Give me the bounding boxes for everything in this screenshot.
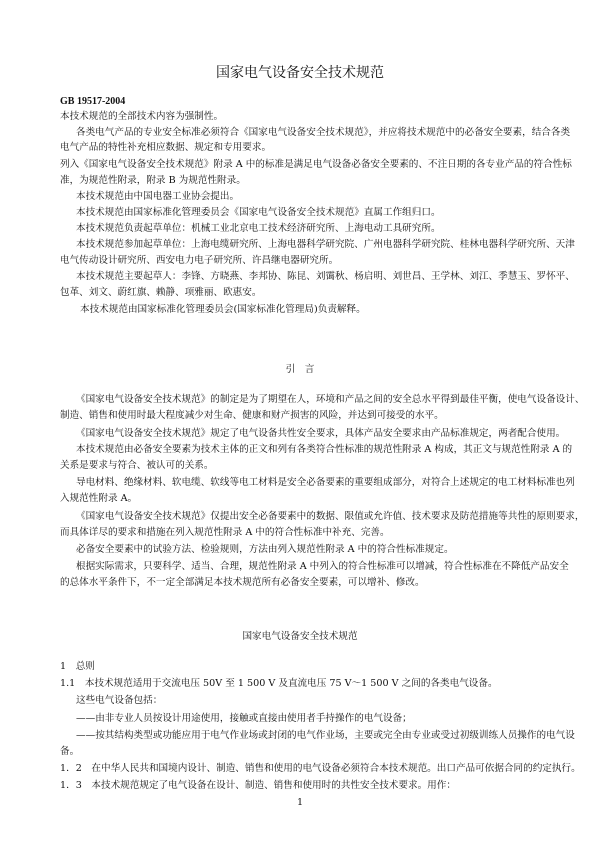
front-line-7: 本技术规范由国家标准化管理委员会《国家电气设备安全技术规范》直属工作组归口。 xyxy=(76,207,441,218)
intro-heading: 引 言 xyxy=(285,364,315,375)
intro-line-2: 制造、销售和使用时最大程度减少对生命、健康和财产损害的风险，并达到可接受的水平。 xyxy=(60,410,444,421)
front-line-12: 包革、刘文、蔚红旗、赖静、项雅丽、欧惠安。 xyxy=(60,287,262,298)
front-line-2: 各类电气产品的专业安全标准必须符合《国家电气设备安全技术规范》，并应将技术规范中的必备安全要素，结合各类 xyxy=(76,127,571,138)
intro-line-7: 入规范性附录 A。 xyxy=(60,493,138,504)
intro-line-11: 根据实际需求，只要科学、适当、合理，规范性附录 A 中列入的符合性标准可以增减，符合性标准在不降低产品安全 xyxy=(76,561,569,572)
document-title: 国家电气设备安全技术规范 xyxy=(216,65,384,81)
body-line-3: ——按其结构类型或功能应用于电气作业场或封闭的电气作业场，主要或完全由专业或受过初级训练人员操作的电气设 xyxy=(76,730,575,741)
intro-line-3: 《国家电气设备安全技术规范》规定了电气设备共性安全要求，具体产品安全要求由产品标准规定，两者配合使用。 xyxy=(76,428,566,439)
standard-number: GB 19517-2004 xyxy=(60,96,126,107)
intro-line-4: 本技术规范由必备安全要素为技术主体的正文和列有各类符合性标准的规范性附录 A 构成，其正文与规范性附录 A 的 xyxy=(76,444,573,455)
section-1-heading: 1 总则 xyxy=(60,661,95,672)
front-line-8: 本技术规范负责起草单位：机械工业北京电工技术经济研究所、上海电动工具研究所。 xyxy=(76,223,441,234)
front-line-11: 本技术规范主要起草人：李锋、方晓燕、李邦协、陈昆、刘霭秋、杨启明、刘世昌、王学林、刘江、季慧玉、罗怀平、 xyxy=(76,271,575,282)
front-line-10: 电气传动设计研究所、西安电力电子研究所、许昌继电器研究所。 xyxy=(60,255,339,266)
intro-line-12: 的总体水平条件下，不一定全部满足本技术规范所有必备安全要素，可以增补、修改。 xyxy=(60,577,425,588)
clause-1-2: 1．2 在中华人民共和国境内设计、制造、销售和使用的电气设备必须符合本技术规范。出口产品可依据合同的约定执行。 xyxy=(60,763,581,774)
body-line-4: 备。 xyxy=(60,746,80,757)
intro-line-1: 《国家电气设备安全技术规范》的制定是为了期望在人，环境和产品之间的安全总水平得到最佳平衡，使电气设备设计、 xyxy=(76,394,585,405)
intro-line-8: 《国家电气设备安全技术规范》仅提出安全必备要素中的数据、限值或允许值、技术要求及防范措施等共性的原则要求， xyxy=(76,511,585,522)
intro-line-5: 关系是要求与符合、被认可的关系。 xyxy=(60,460,214,471)
front-line-6: 本技术规范由中国电器工业协会提出。 xyxy=(76,191,240,202)
body-line-1: 这些电气设备包括： xyxy=(76,695,163,706)
front-line-4: 列入《国家电气设备安全技术规范》附录 A 中的标准是满足电气设备必备安全要素的、不注日期的各专业产品的符合性标 xyxy=(60,159,572,170)
front-line-1: 本技术规范的全部技术内容为强制性。 xyxy=(60,111,224,122)
clause-1-3: 1．3 本技术规范规定了电气设备在设计、制造、销售和使用时的共性安全技术要求。用作： xyxy=(60,780,456,791)
page-number: 1 xyxy=(296,797,304,808)
front-line-3: 电气产品的特性补充相应数据、规定和专用要求。 xyxy=(60,142,272,153)
clause-1-1: 1.1 本技术规范适用于交流电压 50V 至 1 500 V 及直流电压 75 V～1 500 V 之间的各类电气设备。 xyxy=(60,678,498,689)
body-heading: 国家电气设备安全技术规范 xyxy=(242,631,358,642)
front-line-5: 准，为规范性附录，附录 B 为规范性附录。 xyxy=(60,175,246,186)
intro-line-10: 必备安全要素中的试验方法、检验规则，方法由列入规范性附录 A 中的符合性标准规定。 xyxy=(76,544,454,555)
intro-line-6: 导电材料、绝缘材料、软电缆、软线等电工材料是安全必备要素的重要组成部分，对符合上述规定的电工材料标准也列 xyxy=(76,477,575,488)
intro-line-9: 而具体详尽的要求和措施在列入规范性附录 A 中的符合性标准中补充、完善。 xyxy=(60,527,390,538)
front-line-13: 本技术规范由国家标准化管理委员会(国家标准化管理局)负责解释。 xyxy=(80,304,366,315)
front-line-9: 本技术规范参加起草单位：上海电缆研究所、上海电器科学研究院、广州电器科学研究院、桂林电器科学研究所、天津 xyxy=(76,239,575,250)
body-line-2: ——由非专业人员按设计用途使用，接触或直接由使用者手持操作的电气设备； xyxy=(76,713,412,724)
